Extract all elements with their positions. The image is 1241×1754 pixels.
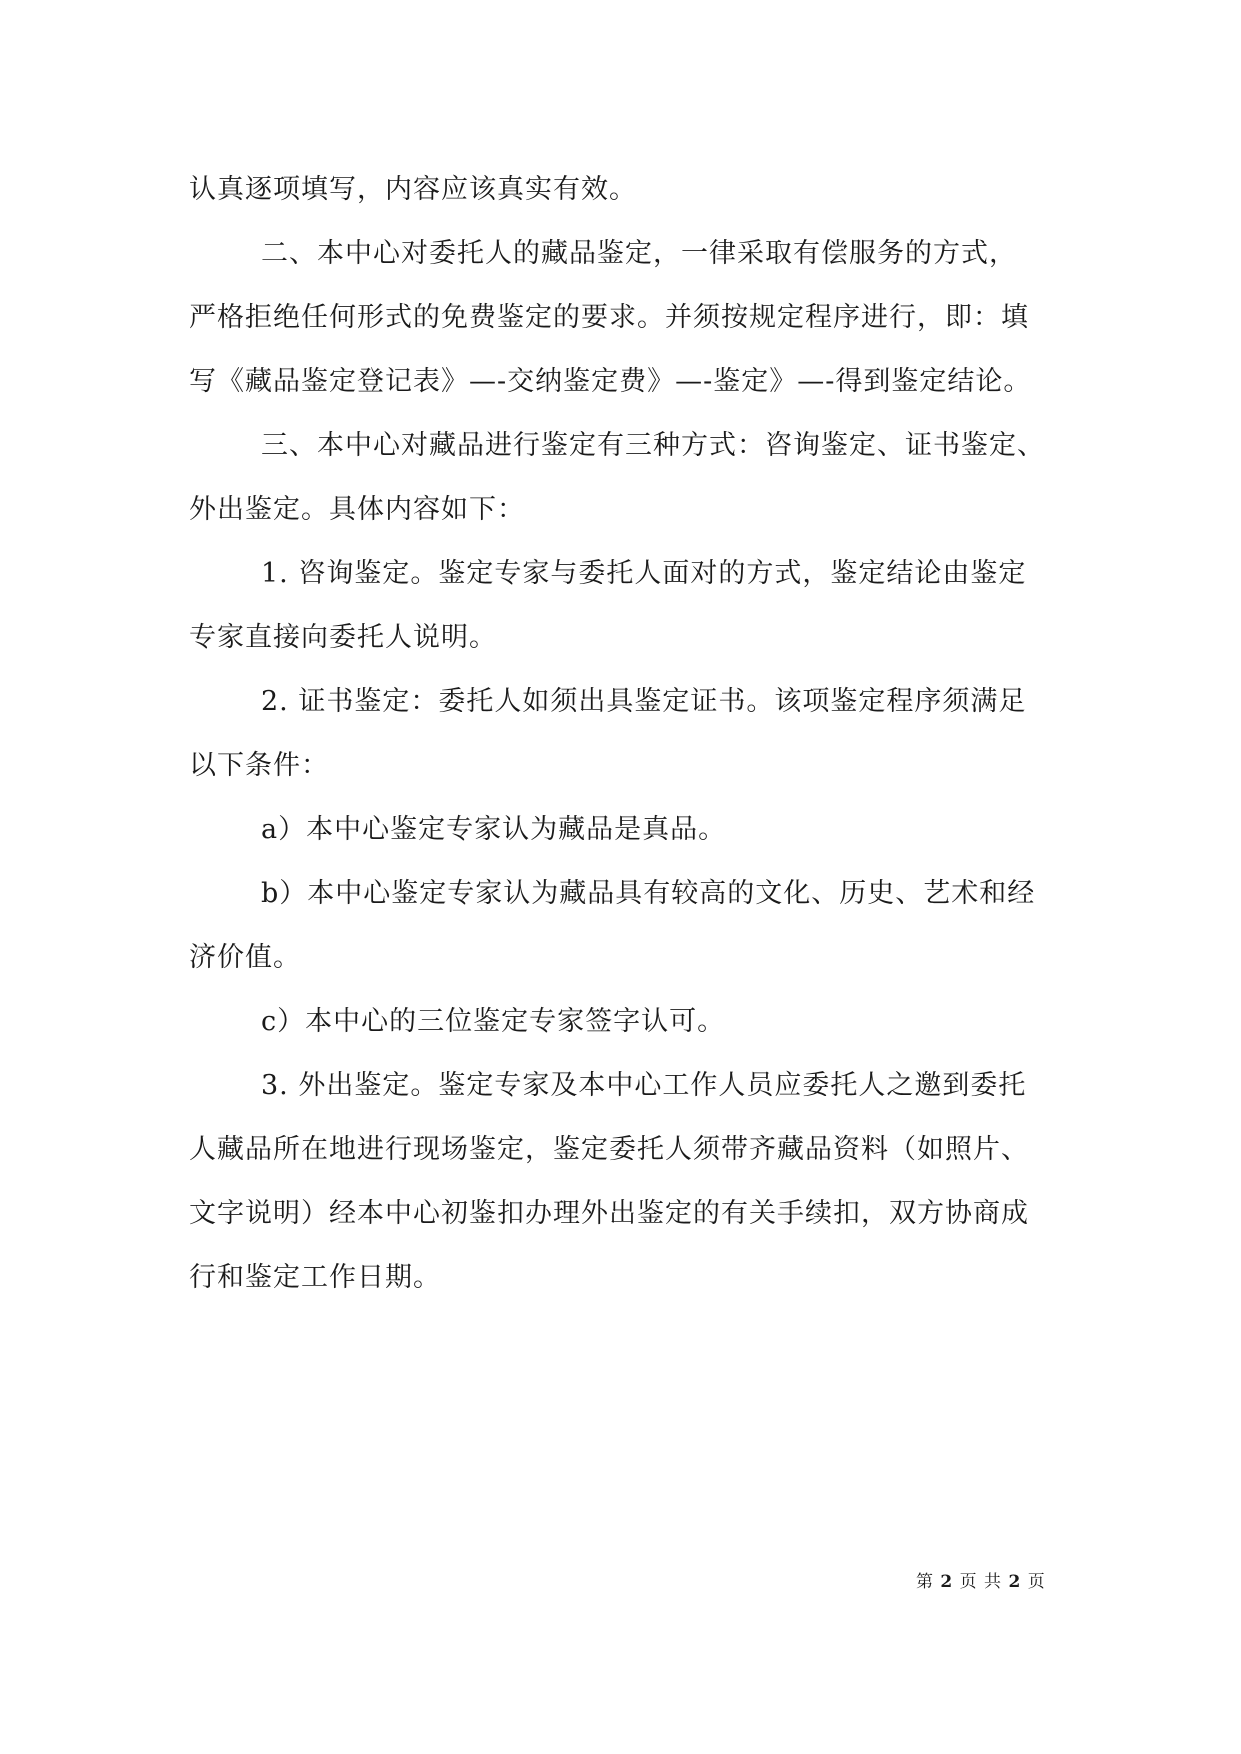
footer-middle: 页 共 bbox=[959, 1572, 1003, 1592]
page-number-footer bbox=[916, 1570, 1066, 1594]
text-line: 认真逐项填写，内容应该真实有效。 bbox=[189, 174, 637, 205]
current-page-number: 2 bbox=[940, 1572, 954, 1592]
footer-suffix: 页 bbox=[1027, 1572, 1046, 1592]
text-line: c）本中心的三位鉴定专家签字认可。 bbox=[261, 1006, 726, 1037]
text-line: 严格拒绝任何形式的免费鉴定的要求。并须按规定程序进行，即：填 bbox=[189, 302, 1029, 333]
text-line: b）本中心鉴定专家认为藏品具有较高的文化、历史、艺术和经 bbox=[261, 878, 1036, 909]
text-line: 行和鉴定工作日期。 bbox=[189, 1262, 441, 1293]
text-line: 人藏品所在地进行现场鉴定，鉴定委托人须带齐藏品资料（如照片、 bbox=[189, 1134, 1029, 1165]
text-line: 三、本中心对藏品进行鉴定有三种方式：咨询鉴定、证书鉴定、 bbox=[261, 430, 1045, 461]
text-line: 外出鉴定。具体内容如下： bbox=[189, 494, 525, 525]
text-line: 1. 咨询鉴定。鉴定专家与委托人面对的方式，鉴定结论由鉴定 bbox=[261, 558, 1027, 589]
text-line: 二、本中心对委托人的藏品鉴定，一律采取有偿服务的方式， bbox=[261, 238, 1017, 269]
text-line: 专家直接向委托人说明。 bbox=[189, 622, 497, 653]
total-pages-number: 2 bbox=[1008, 1572, 1022, 1592]
text-line: 以下条件： bbox=[189, 750, 329, 781]
text-line: 写《藏品鉴定登记表》—-交纳鉴定费》—-鉴定》—-得到鉴定结论。 bbox=[189, 366, 1032, 397]
text-line: a）本中心鉴定专家认为藏品是真品。 bbox=[261, 814, 727, 845]
text-line: 济价值。 bbox=[189, 942, 301, 973]
footer-prefix: 第 bbox=[916, 1572, 934, 1592]
text-line: 3. 外出鉴定。鉴定专家及本中心工作人员应委托人之邀到委托 bbox=[261, 1070, 1027, 1101]
text-line: 文字说明）经本中心初鉴扣办理外出鉴定的有关手续扣，双方协商成 bbox=[189, 1198, 1029, 1229]
text-line: 2. 证书鉴定：委托人如须出具鉴定证书。该项鉴定程序须满足 bbox=[261, 686, 1027, 717]
document-body bbox=[189, 158, 1059, 1310]
